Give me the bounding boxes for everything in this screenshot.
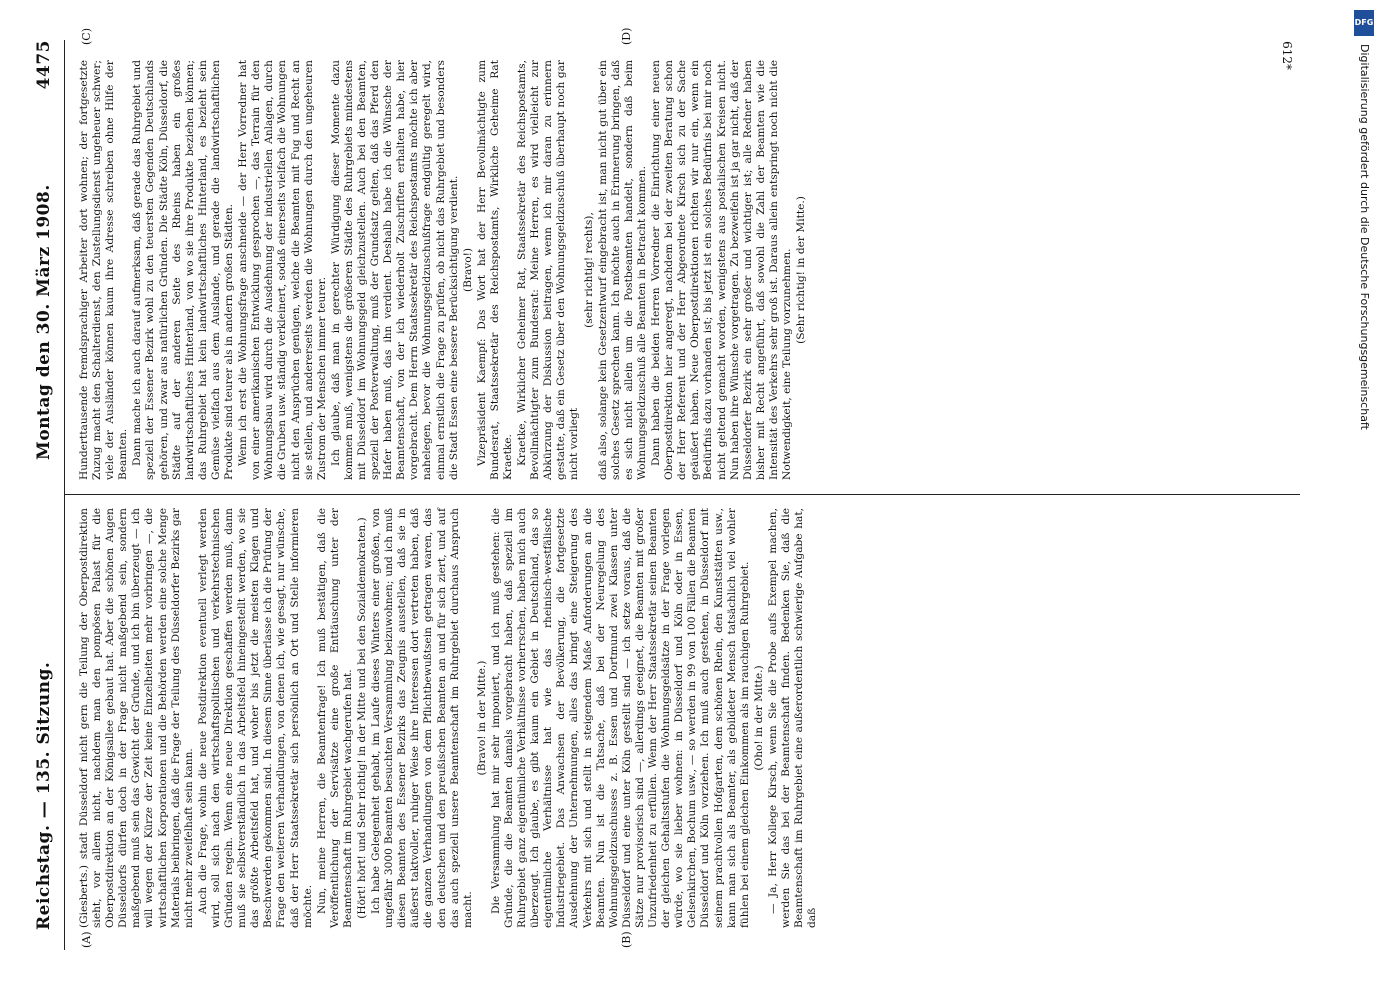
paragraph: Nun, meine Herren, die Beamtenfrage! Ich muß bestätigen, daß die Veröffentlichung der Servisätze eine große Enttäuschung unter der Beamtenschaft im Ruhrgebiet wachgerufen hat. (315, 508, 354, 928)
speaker-paragraph: Kraetke, Wirklicher Geheimer Rat, Staatssekretär des Reichspostamts, Bevollmächtigter zum Bundesrat: Meine Herren, es wird vielleicht zur Abkürzung der Diskussion beitragen, wenn ich mir daran zu erinnern gestatte, daß ein Gesetz über den Wohnungsgeldzuschuß überhaupt noch gar nicht vorliegt (516, 60, 581, 480)
paragraph: Wenn ich erst die Wohnungsfrage anschneide — der Herr Vorredner hat von einer amerikanischen Entwicklung gesprochen —, das Terrain für den Wohnungsbau wird durch die Ausdehnung der industriellen Anlagen, durch die Gruben usw. ständig verkleinert, sodaß einerseits vielfach die Wohnungen nicht den Ansprüchen genügen, welche die Beamten mit Fug und Recht an sie stellen, und andererseits werden die Wohnungen durch den ungeheuren Zustrom der Menschen immer teurer. (237, 60, 328, 480)
interjection: (Sehr richtig! in der Mitte.) (795, 196, 808, 344)
page-number: 4475 (34, 40, 54, 90)
dfg-logo: DFG (1354, 10, 1374, 36)
paragraph: (Giesberts.) stadt Düsseldorf nicht gern die Teilung der Oberpostdirektion sieht, vor allem nicht, nachdem man den pompösen Palast für die Oberpostdirektion an der Königsallee gebaut hat. Aber die schönen Augen Düsseldorfs dürfen doch in der Frage nicht maßgebend sein, sondern maßgebend muß sein das Gewicht der Gründe, und ich bin überzeugt — ich will wegen der Kürze der Zeit keine Einzelheiten mehr vorbringen —, die wirtschaftlichen Korporationen und die Behörden werden eine solche Menge Materials beibringen, daß die Frage der Teilung des Düsseldorfer Bezirks gar nicht mehr zweifelhaft sein kann. (78, 508, 195, 928)
paragraph: — Ja, Herr Kollege Kirsch, wenn Sie die Probe aufs Exempel machen, werden Sie das bei der Beamtenschaft finden. Bedenken Sie, daß die Beamtenschaft im Ruhrgebiet eine außerordentlich schwierige Aufgabe hat, daß (766, 508, 819, 928)
interjection: (Hört! hört! und Sehr richtig! in der Mitte und bei den Sozialdemokraten.) (355, 517, 368, 919)
paragraph: Auch die Frage, wohin die neue Postdirektion eventuell verlegt werden wird, soll sich nach den wirtschaftspolitischen und verkehrstechnischen Gründen regeln. Wenn eine neue Direktion geschaffen werden muß, dann muß sie selbstverständlich in das Arbeitsfeld hineingestellt werden, wo sie das größte Arbeitsfeld hat, und woher bis jetzt die meisten Klagen und Beschwerden gekommen sind. In diesem Sinne überlasse ich die Prüfung der Frage den weiteren Verhandlungen, von denen ich, wie gesagt, nur wünsche, daß der Herr Staatssekretär sich persönlich an Ort und Stelle informieren möchte. (196, 508, 314, 928)
paragraph: Hunderttausende fremdsprachiger Arbeiter dort wohnen; der fortgesetzte Zuzug macht den Schalterdienst, den Zustellungsdienst ungeheuer schwer; viele der Ausländer können kaum ihre Adresse schreiben ohne Hilfe der Beamten. (78, 60, 130, 480)
header-session: Reichstag. — 135. Sitzung. (34, 661, 54, 930)
interjection: (sehr richtig! rechts), (582, 212, 595, 328)
paragraph: Ich glaube, daß man in gerechter Würdigung dieser Momente dazu kommen muß, wenigstens die größeren Städte des Ruhrgebiets mindestens mit Düsseldorf im Wohnungsgeld gleichzustellen. Auch bei den Beamten, speziell der Postverwaltung, muß der Grundsatz gelten, daß das Pferd den Hafer haben muß, das ihn verdient. Deshalb habe ich die Wünsche der Beamtenschaft, von der ich wiederholt Zuschriften erhalten habe, hier vorgebracht. Dem Herrn Staatssekretär des Reichspostamts möchte ich aber nahelegen, bevor die Wohnungsgeldzuschußfrage endgültig geregelt wird, einmal ernstlich die Frage zu prüfen, ob nicht das Ruhrgebiet und besonders die Stadt Essen eine bessere Berücksichtigung verdient. (329, 60, 460, 480)
speaker-paragraph: Vizepräsident Kaempf: Das Wort hat der Herr Bevollmächtigte zum Bundesrat, Staatssekretär des Reichspostamts, Wirkliche Geheime Rat Kraetke. (475, 60, 514, 480)
paragraph: Ich habe Gelegenheit gehabt, im Laufe dieses Winters einer großen, von ungefähr 3000 Beamten besuchten Versammlung beizuwohnen; und ich muß diesen Beamten des Essener Bezirks das Zeugnis ausstellen, daß sie in äußerst taktvoller, ruhiger Weise ihre Interessen dort vertreten haben, daß die ganzen Verhandlungen von dem Pflichtbewußtsein getragen waren, das den deutschen und den preußischen Beamten an und für sich ziert, und auf das auch speziell unsere Beamtenschaft im Ruhrgebiet durchaus Anspruch macht. (370, 508, 474, 928)
page-header (28, 40, 62, 930)
interjection: (Bravo!) (461, 247, 474, 293)
margin-marker-c: (C) (80, 28, 93, 45)
margin-marker-b: (B) (620, 931, 633, 948)
paragraph: Dann mache ich auch darauf aufmerksam, daß gerade das Ruhrgebiet und speziell der Essener Bezirk wohl zu den teuersten Gegenden Deutschlands gehören, und zwar aus natürlichen Gründen. Die Städte Köln, Düsseldorf, die Städte auf der anderen Seite des Rheins haben ein großes landwirtschaftliches Hinterland, von wo sie ihre Produkte beziehen können; das Ruhrgebiet hat kein landwirtschaftliches Hinterland, es bezieht sein Gemüse vielfach aus dem Auslande, und gerade die landwirtschaftlichen Produkte sind teurer als in andern großen Städten. (131, 60, 236, 480)
signature-mark: 612* (1280, 41, 1294, 70)
dfg-credit-strip (1345, 0, 1383, 1000)
margin-marker-a: (A) (80, 931, 93, 948)
paragraph: daß also, solange kein Gesetzentwurf eingebracht ist, man nicht gut über ein solches Gesetz sprechen kann. Ich möchte auch in Erinnerung bringen, daß es sich nicht allein um die Postbeamten handelt, sondern daß beim Wohnungsgeldzuschuß alle Beamten in Betracht kommen. (596, 60, 648, 480)
left-column (78, 508, 820, 928)
paragraph: Dann haben die beiden Herren Vorredner die Einrichtung einer neuen Oberpostdirektion hier angeregt, nachdem bei der zweiten Beratung schon der Herr Referent und der Herr Abgeordnete Kirsch sich zu der Sache geäußert haben. Neue Oberpostdirektionen richten wir nur ein, wenn ein Bedürfnis dazu vorhanden ist; bis jetzt ist ein solches Bedürfnis bei mir noch nicht geltend gemacht worden, wenigstens aus postalischen Kreisen nicht. Nun haben ihre Wünsche vorgetragen. Zu bezweifeln ist ja gar nicht, daß der Düsseldorfer Bezirk ein sehr großer und wichtiger ist; alle Redner haben bisher mit Recht angeführt, daß sowohl die Zahl der Beamten wie die Intensität des Verkehrs sehr groß ist. Daraus allein entspringt noch nicht die Notwendigkeit, eine Teilung vorzunehmen. (650, 60, 793, 480)
header-rule (64, 40, 65, 950)
right-column (78, 60, 809, 480)
paragraph: Die Versammlung hat mir sehr imponiert, und ich muß gestehen: die Gründe, die die Beamten damals vorgebracht haben, daß speziell im Ruhrgebiet ganz eigentümliche Verhältnisse vorherrschen, haben mich auch überzeugt. Ich glaube, es gibt kaum ein Gebiet in Deutschland, das so eigentümliche Verhältnisse hat wie das rheinisch-westfälische Industriegebiet. Das Anwachsen der Bevölkerung, die fortgesetzte Ausdehnung der Unternehmungen, alles das bringt eine Steigerung des Verkehrs mit sich und stellt in steigendem Maße Anforderungen an die Beamten. Nun ist die Tatsache, daß bei der Neuregelung des Wohnungsgeldzuschusses z. B. Essen und Dortmund zwei Klassen unter Düsseldorf und eine unter Köln gestellt sind — ich setze voraus, daß die Sätze nur provisorisch sind —, allerdings geeignet, die Beamten mit großer Unzufriedenheit zu erfüllen. Wenn der Herr Staatssekretär seinen Beamten der gleichen Gehaltsstufen die Wohnungsgeldsätze in der Frage vorlegen würde, wo sie lieber wohnen: in Düsseldorf und Köln oder in Essen, Gelsenkirchen, Bochum usw., — so werden in 99 von 100 Fällen die Beamten Düsseldorf und Köln vorziehen. Ich muß auch gestehen, in Düsseldorf mit seinem prachtvollen Hofgarten, dem schönen Rhein, den Kunststätten usw., kann man sich als Beamter, als gebildeter Mensch tatsächlich viel wohler fühlen bei einem gleichen Einkommen als im rauchigen Ruhrgebiet. (489, 508, 751, 928)
dfg-credit-text: Digitalisierung gefördert durch die Deutsche Forschungsgemeinschaft (1358, 44, 1371, 430)
column-divider (64, 494, 1300, 495)
interjection: (Oho! in der Mitte.) (752, 665, 765, 771)
margin-marker-d: (D) (620, 27, 633, 45)
header-date: Montag den 30. März 1908. (34, 184, 54, 460)
interjection: (Bravo! in der Mitte.) (475, 660, 488, 776)
